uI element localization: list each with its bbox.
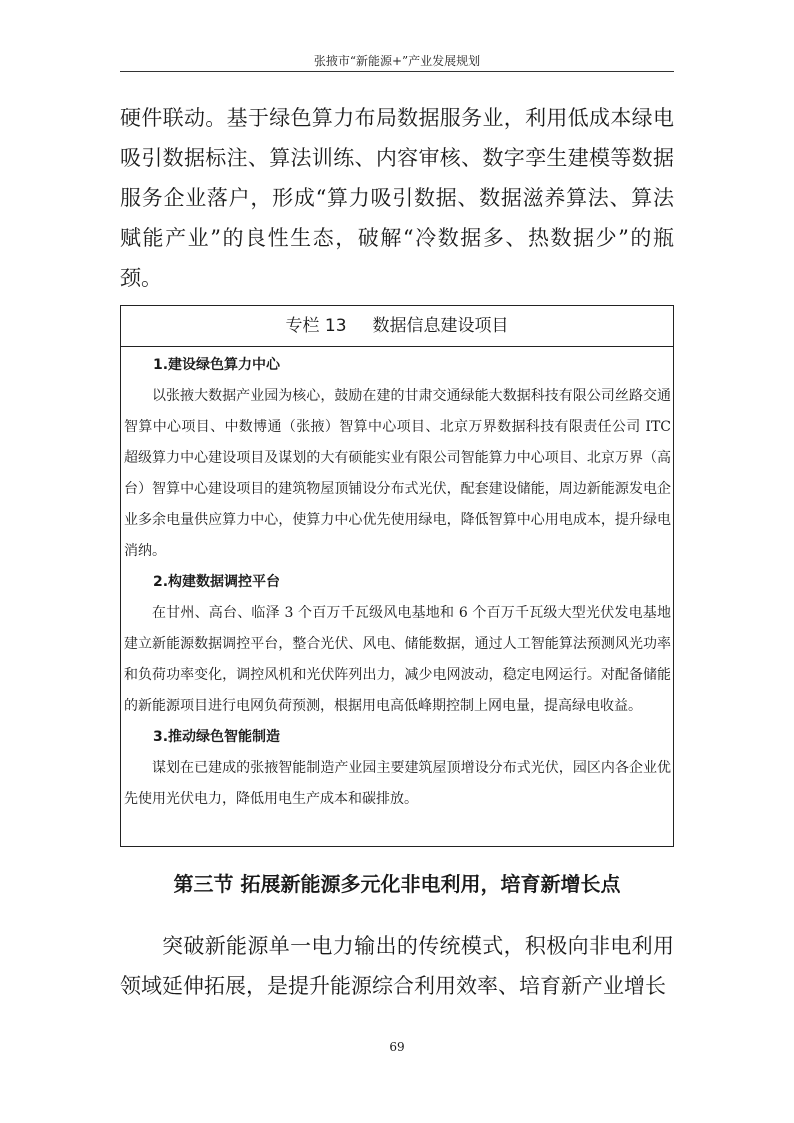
intro-paragraph: 硬件联动。基于绿色算力布局数据服务业，利用低成本绿电吸引数据标注、算法训练、内容审核、数字孪生建模等数据服务企业落户，形成“算力吸引数据、数据滋养算法、算法赋能产业”的良性生态，破解“冷数据多、热数据少”的瓶颈。 [120,106,674,290]
item-heading: 2.构建数据调控平台 [153,574,281,590]
item-text: 谋划在已建成的张掖智能制造产业园主要建筑屋顶增设分布式光伏，园区内各企业优先使用光伏电力，降低用电生产成本和碳排放。 [124,760,671,807]
item-heading: 3.推动绿色智能制造 [153,729,281,745]
section-body-paragraph: 突破新能源单一电力输出的传统模式，积极向非电利用领域延伸拓展，是提升能源综合利用效率、培育新产业增长 [120,934,674,998]
column-label: 专栏 13 [285,316,347,336]
column-box-title [121,306,673,347]
column-box-body [121,347,673,815]
column-box [120,305,674,847]
item-heading: 1.建设绿色算力中心 [153,357,281,373]
running-header: 张掖市“新能源+”产业发展规划 [313,54,481,68]
item-text: 以张掖大数据产业园为核心，鼓励在建的甘肃交通绿能大数据科技有限公司丝路交通智算中心项目、中数博通（张掖）智算中心项目、北京万界数据科技有限责任公司 ITC 超级算力中心建设项目及谋划的大有硕能实业有限公司智能算力中心项目、北京万界（高台）智算中心建设项目的建筑物屋顶铺设分布式光伏，配套建设储能，周边新能源发电企业多余电量供应算力中心，使算力中心优先使用绿电，降低智算中心用电成本，提升绿电消纳。 [124,388,671,559]
column-title: 数据信息建设项目 [372,316,509,336]
header-rule [120,71,674,72]
page-number: 69 [389,1040,405,1054]
section-title: 第三节 拓展新能源多元化非电利用，培育新增长点 [173,872,621,896]
item-text: 在甘州、高台、临泽 3 个百万千瓦级风电基地和 6 个百万千瓦级大型光伏发电基地建立新能源数据调控平台，整合光伏、风电、储能数据，通过人工智能算法预测风光功率和负荷功率变化，调控风机和光伏阵列出力，减少电网波动，稳定电网运行。对配备储能的新能源项目进行电网负荷预测，根据用电高低峰期控制上网电量，提高绿电收益。 [124,605,671,714]
